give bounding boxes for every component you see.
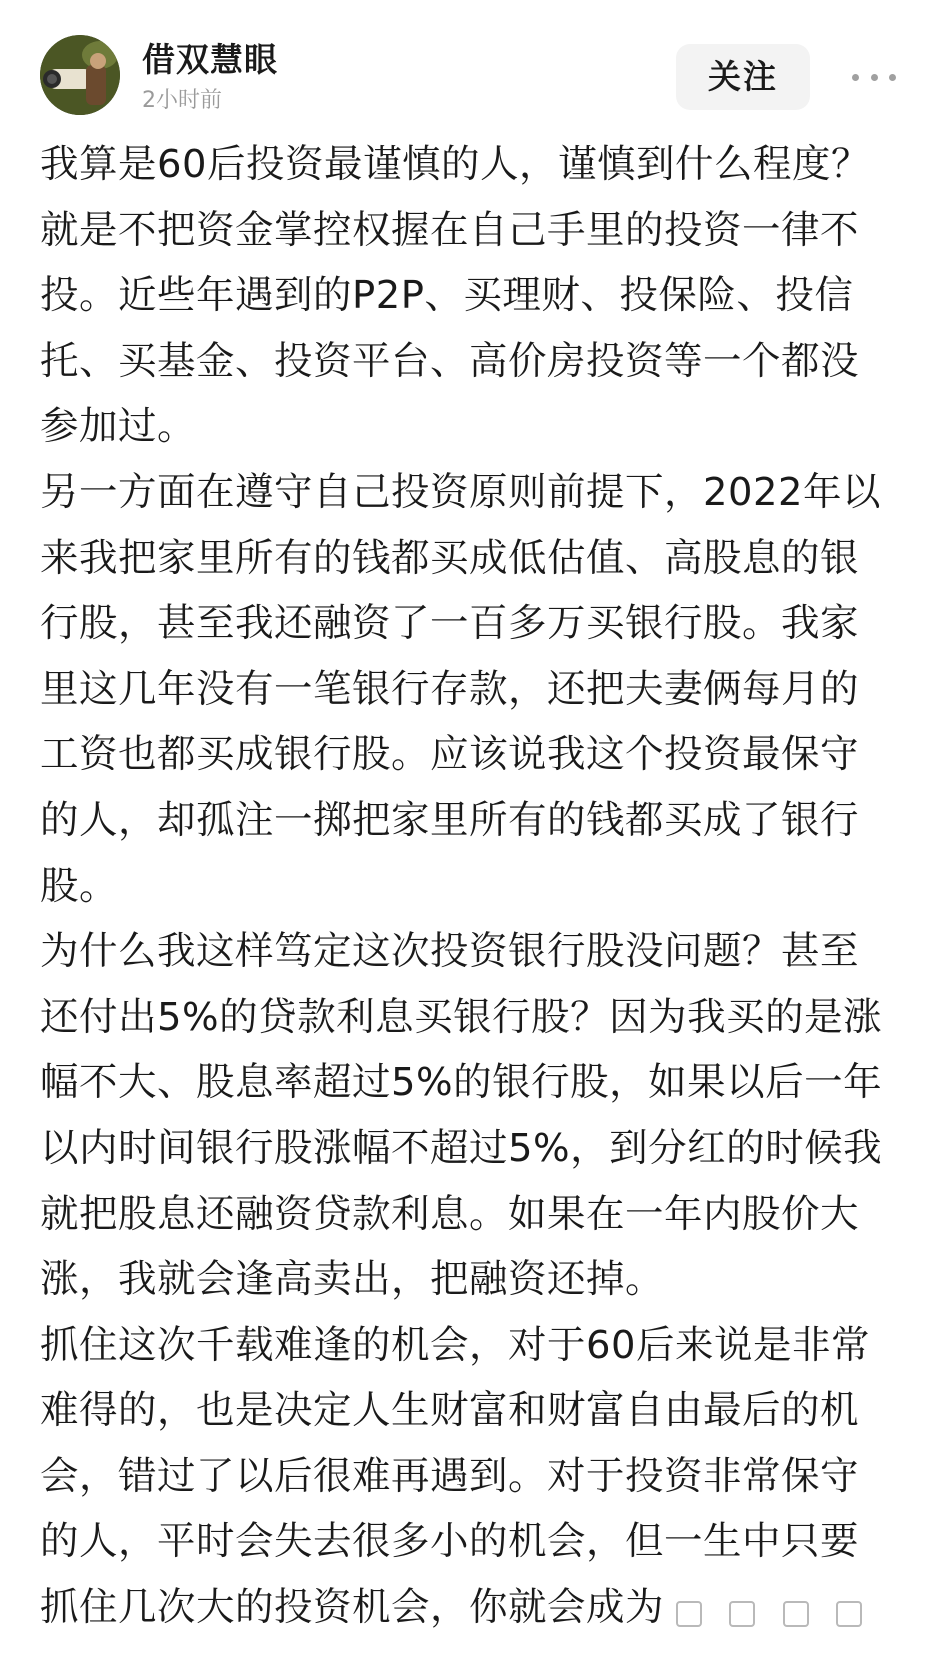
post-paragraph-4: 抓住这次千载难逢的机会，对于60后来说是非常难得的，也是决定人生财富和财富自由最后的机会，错过了以后很难再遇到。对于投资非常保守的人，平时会失去很多小的机会，但一生中只要抓住几次大的投资机会，你就会成为	[40, 1322, 870, 1631]
post-header	[0, 0, 930, 130]
more-dot	[852, 74, 859, 81]
username[interactable]: 借双慧眼	[142, 40, 278, 79]
follow-button[interactable]: 关注	[676, 44, 810, 110]
avatar[interactable]	[40, 35, 120, 115]
more-dot	[871, 74, 878, 81]
post-paragraph-3: 为什么我这样笃定这次投资银行股没问题？甚至还付出5%的贷款利息买银行股？因为我买的是涨幅不大、股息率超过5%的银行股，如果以后一年以内时间银行股涨幅不超过5%，到分红的时候我就把股息还融资贷款利息。如果在一年内股价大涨，我就会逢高卖出，把融资还掉。	[40, 929, 883, 1303]
avatar-photo-icon	[40, 35, 120, 115]
watermark-glyph	[836, 1601, 862, 1627]
watermark-glyph	[783, 1601, 809, 1627]
watermark-overlay	[664, 1594, 874, 1634]
post-paragraph-1: 我算是60后投资最谨慎的人，谨慎到什么程度？就是不把资金掌控权握在自己手里的投资一律不投。近些年遇到的P2P、买理财、投保险、投信托、买基金、投资平台、高价房投资等一个都没参加过。	[40, 142, 870, 450]
watermark-glyph	[676, 1601, 702, 1627]
post-body	[40, 132, 890, 1641]
post-time: 2小时前	[142, 88, 222, 113]
post-paragraph-2: 另一方面在遵守自己投资原则前提下，2022年以来我把家里所有的钱都买成低估值、高股息的银行股，甚至我还融资了一百多万买银行股。我家里这几年没有一笔银行存款，还把夫妻俩每月的工资也都买成银行股。应该说我这个投资最保守的人，却孤注一掷把家里所有的钱都买成了银行股。	[40, 469, 881, 909]
watermark-glyph	[729, 1601, 755, 1627]
more-dot	[889, 74, 896, 81]
more-horizontal-icon[interactable]	[852, 64, 896, 90]
